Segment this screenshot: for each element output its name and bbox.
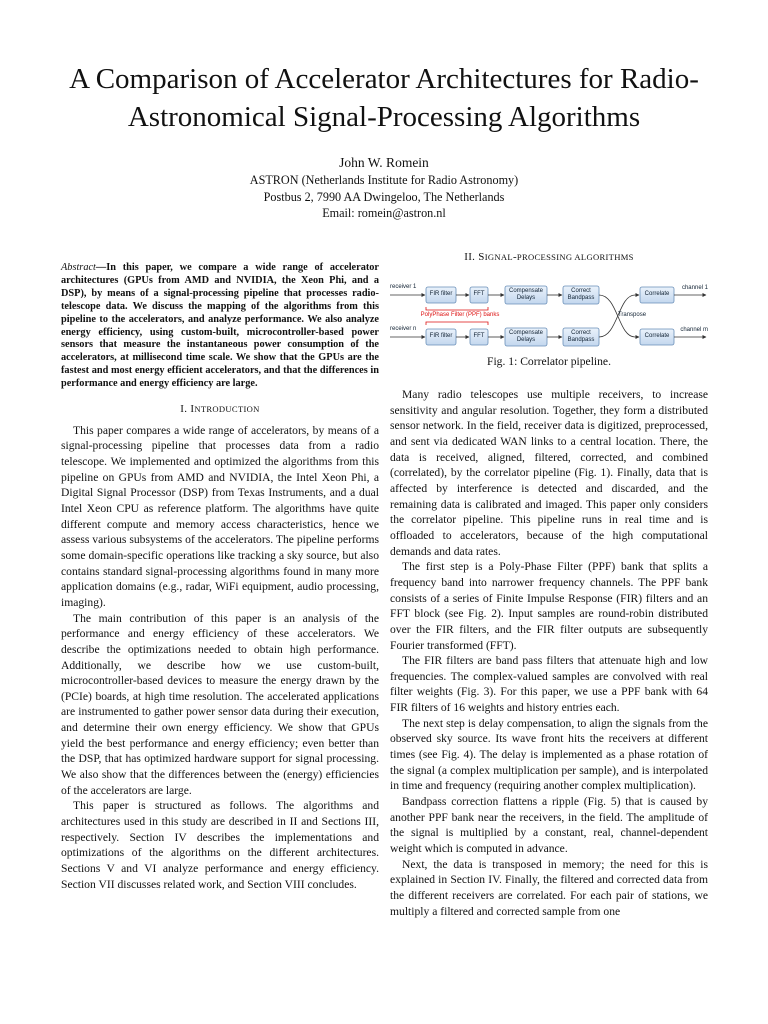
abstract-text: —In this paper, we compare a wide range of accelerator architectures (GPUs from AMD and NVIDIA, the Xeon Phi, and a DSP), by means of a signal-processing pipeline that processes radio-telescope data. We discuss the mapping of the algorithms from this pipeline to the accelerators, and analyze performance. We also analyze energy efficiency, using custom-built, microcontroller-based power sensors that measure the instantaneous power consumption of the accelerators, at millisecond time scale. We show that the GPUs are the fastest and most energy efficient accelerators, and that the differences in performance and energy efficiency are large. xyxy=(61,262,379,390)
receiver-1-label: receiver 1 xyxy=(390,284,417,290)
channel-1-label: channel 1 xyxy=(681,285,708,291)
section2-paragraph: Many radio telescopes use multiple receivers, to increase sensitivity and angular resolution. Together, they form a distributed sensor network. In the field, receiver data is digitized, preprocessed, and sent via dedicated WAN links to a central location. There, the data is received, aligned, filtered, corrected, and combined (correlated), by the correlator pipeline (Fig. 1). Finally, data that is affected by interference is detected and discarded, and the remaining data is calibrated and imaged. This paper only considers the correlator pipeline. This pipeline runs in real time and is offloaded to accelerators, because of the high computational demands and data rates. xyxy=(390,388,708,558)
section2-paragraph: The FIR filters are band pass filters that attenuate high and low frequencies. The complex-valued samples are convolved with real filter weights (Fig. 3). For this paper, we use a PPF bank with 64 FIR filters of 16 weights and history entries each. xyxy=(390,654,708,715)
correct-bandpass-label: Correct Bandpass xyxy=(567,330,595,343)
figure-caption: Fig. 1: Correlator pipeline. xyxy=(487,355,611,368)
section-introduction xyxy=(61,402,379,892)
correlator-pipeline-figure xyxy=(390,280,708,352)
section2-paragraph: Bandpass correction flattens a ripple (Fig. 5) that is caused by another PPF bank near the receivers, in the field. The amplitude of the signal is multiplied by a constant, real, channel-dependent weight which is computed in advance. xyxy=(390,795,708,856)
correct-bandpass-label: Correct Bandpass xyxy=(567,288,595,301)
section-heading-2: II. SIGNAL-PROCESSING ALGORITHMS xyxy=(464,251,634,263)
ppf-label: PolyPhase Filter (PPF) banks xyxy=(420,312,500,318)
intro-paragraph: This paper compares a wide range of accelerators, by means of a signal-processing pipeline that processes data from a radio telescope. We implemented and optimized the algorithms from this pipeline on GPUs from AMD and NVIDIA, the Intel Xeon Phi, a Digital Signal Processor (DSP) from Texas Instruments, and a dual Intel Xeon CPU as reference platform. The algorithms have quite different compute and memory access characteristics, hence we assess various subsystems of the accelerators. The pipeline performs some domain-specific operations like tracking a sky source, but also contains standard signal-processing algorithms found in many more application domains (e.g., radar, WiFi equipment, audio processing, imaging). xyxy=(61,423,379,609)
paper-title: A Comparison of Accelerator Architectures for Radio-Astronomical Signal-Processing Algorithms xyxy=(69,63,699,133)
affiliation xyxy=(40,172,728,222)
ppf-bracket xyxy=(426,322,488,325)
channel-m-label: channel m xyxy=(680,327,708,333)
fft-label: FFT xyxy=(473,333,485,339)
section-heading-1: I. INTRODUCTION xyxy=(180,403,260,415)
ppf-bracket xyxy=(426,307,488,310)
section2-paragraph: The next step is delay compensation, to align the signals from the observed sky source. Its wave front hits the receivers at different times (see Fig. 4). The delay is implemented as a phase rotation of the signal (a complex multiplication per sample), and is interpolated in time and frequency (requiring another complex multiplication). xyxy=(390,716,708,793)
fir-filter-label: FIR filter xyxy=(429,291,453,297)
address-line: Postbus 2, 7990 AA Dwingeloo, The Netherlands xyxy=(263,189,505,204)
compensate-delays-label: Compensate Delays xyxy=(508,288,544,301)
correlate-label: Correlate xyxy=(644,291,670,297)
compensate-delays-label: Compensate Delays xyxy=(508,330,544,343)
intro-paragraph: The main contribution of this paper is an analysis of the performance and energy efficiency of these accelerators. We describe the optimizations needed to obtain high performance. Additionally, we describe how we use custom-built, microcontroller-based devices to measure the energy drawn by the (PCIe) boards, at high time resolution. The accelerated applications are instrumented to gather power sensor data during their execution, and determine their own energy efficiency. We show that GPUs yield the best performance and energy efficiency; even better than the DSP, that has optimized hardware support for signal processing. We also show that the differences between the (energy) efficiencies of the accelerators are large. xyxy=(61,611,379,797)
affiliation-line: ASTRON (Netherlands Institute for Radio Astronomy) xyxy=(249,173,519,187)
fir-filter-label: FIR filter xyxy=(429,333,453,339)
section2-paragraph: Next, the data is transposed in memory; the need for this is explained in Section IV. Finally, the filtered and corrected data from the different receivers are correlated. For each pair of stations, we multiply a filtered and corrected sample from one xyxy=(390,857,708,918)
abstract xyxy=(61,262,379,391)
fft-label: FFT xyxy=(473,291,485,297)
receiver-n-label: receiver n xyxy=(390,326,417,332)
transpose-label: Transpose xyxy=(617,312,647,318)
abstract-label: Abstract xyxy=(61,262,96,273)
section-signal-processing xyxy=(390,387,708,919)
section-heading-2-wrap xyxy=(390,250,708,266)
intro-paragraph: This paper is structured as follows. The algorithms and architectures used in this study are described in II and Sections III, respectively. Section IV describes the implementations and optimizations of the algorithms on the different architectures. Sections V and VI analyze performance and energy efficiency. Section VII discusses related work, and Section VIII concludes. xyxy=(61,799,379,891)
author-name: John W. Romein xyxy=(339,155,429,170)
email-line: Email: romein@astron.nl xyxy=(322,206,446,220)
correlate-label: Correlate xyxy=(644,333,670,339)
section2-paragraph: The first step is a Poly-Phase Filter (PPF) bank that splits a frequency band into narrower frequency channels. The PPF bank consists of a series of Finite Impulse Response (FIR) filters and an FFT block (see Fig. 2). Input samples are round-robin distributed over the FIR filters, and the FIR filter outputs are subsequently Fourier transformed (FFT). xyxy=(390,560,708,652)
